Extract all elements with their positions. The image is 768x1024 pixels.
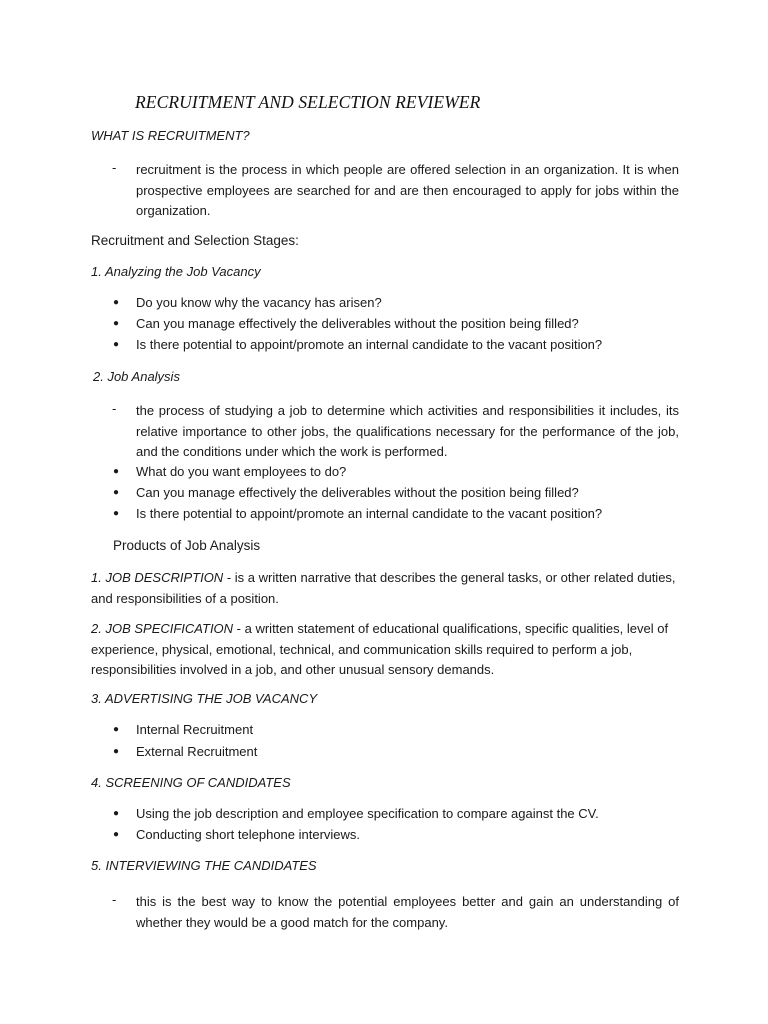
list-item: Can you manage effectively the deliverables without the position being filled? xyxy=(136,316,579,331)
bullet-icon: ● xyxy=(113,466,120,477)
list-item: Can you manage effectively the deliverables without the position being filled? xyxy=(136,485,579,500)
list-item: Internal Recruitment xyxy=(136,722,254,737)
interviewing-text: this is the best way to know the potential employees better and gain an understanding of whether they would be a good match for the company. xyxy=(136,894,679,930)
list-item: What do you want employees to do? xyxy=(136,464,347,479)
job-specification-label: 2. JOB SPECIFICATION xyxy=(91,621,234,636)
bullet-icon: ● xyxy=(113,487,120,498)
products-heading: Products of Job Analysis xyxy=(113,538,261,553)
stage1-heading: 1. Analyzing the Job Vacancy xyxy=(91,264,261,279)
list-item: External Recruitment xyxy=(136,744,258,759)
bullet-icon: ● xyxy=(113,829,120,840)
list-item: Is there potential to appoint/promote an internal candidate to the vacant position? xyxy=(136,337,603,352)
bullet-icon: ● xyxy=(113,746,120,757)
job-analysis-definition: the process of studying a job to determine which activities and responsibilities it includes, its relative importance to other jobs, the qualifications necessary for the performance of the job, and the conditions under which the work is performed. xyxy=(136,403,679,459)
stage5-heading: 5. INTERVIEWING THE CANDIDATES xyxy=(91,858,317,873)
dash-marker: - xyxy=(112,401,117,416)
section-heading-what-is-recruitment: WHAT IS RECRUITMENT? xyxy=(91,128,250,143)
recruitment-definition: recruitment is the process in which people are offered selection in an organization. It is when prospective employees are searched for and are then encouraged to apply for jobs within the organization. xyxy=(136,162,679,218)
list-item: Conducting short telephone interviews. xyxy=(136,827,361,842)
document-title: RECRUITMENT AND SELECTION REVIEWER xyxy=(135,92,481,112)
dash-marker: - xyxy=(112,892,117,907)
bullet-icon: ● xyxy=(113,339,120,350)
bullet-icon: ● xyxy=(113,318,120,329)
list-item: Do you know why the vacancy has arisen? xyxy=(136,295,382,310)
job-description-label: 1. JOB DESCRIPTION xyxy=(91,570,224,585)
bullet-icon: ● xyxy=(113,724,120,735)
job-description-text: - is a written narrative that describes the general tasks, or other related duties, and responsibilities of a position. xyxy=(91,570,676,606)
bullet-icon: ● xyxy=(113,297,120,308)
bullet-icon: ● xyxy=(113,808,120,819)
job-specification-text: - a written statement of educational qualifications, specific qualities, level of experience, physical, emotional, technical, and communication skills required to perform a job, responsibilities involved in a job, and other unusual sensory demands. xyxy=(91,621,669,677)
job-description-paragraph xyxy=(91,568,681,609)
stage2-heading: 2. Job Analysis xyxy=(93,369,180,384)
stage3-heading: 3. ADVERTISING THE JOB VACANCY xyxy=(91,691,318,706)
bullet-icon: ● xyxy=(113,508,120,519)
job-specification-paragraph xyxy=(91,619,681,681)
stage4-heading: 4. SCREENING OF CANDIDATES xyxy=(91,775,291,790)
stages-heading: Recruitment and Selection Stages: xyxy=(91,233,299,248)
list-item: Using the job description and employee specification to compare against the CV. xyxy=(136,806,599,821)
list-item: Is there potential to appoint/promote an internal candidate to the vacant position? xyxy=(136,506,603,521)
dash-marker: - xyxy=(112,160,117,175)
